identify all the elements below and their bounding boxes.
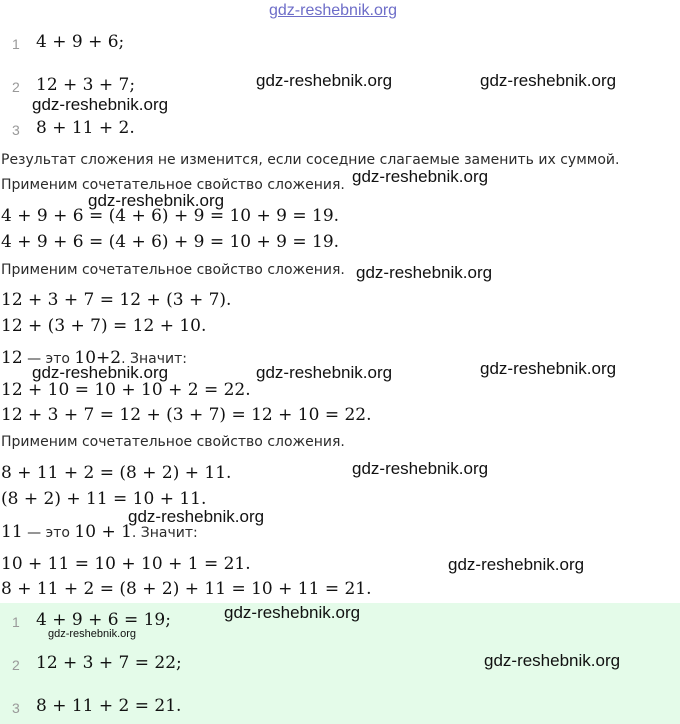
task-item-1-expression: 4 + 9 + 6; (36, 32, 125, 52)
watermark: gdz-reshebnik.org (88, 191, 225, 210)
note-2-conclusion: . Значит: (121, 351, 187, 367)
equation-1b: 4 + 9 + 6 = (4 + 6) + 9 = 10 + 9 = 19. (1, 232, 340, 252)
task-item-3-expression: 8 + 11 + 2. (36, 118, 135, 138)
equation-3b: (8 + 2) + 11 = 10 + 11. (1, 489, 207, 509)
watermark: gdz-reshebnik.org (32, 95, 169, 114)
task-item-2-expression: 12 + 3 + 7; (36, 75, 136, 95)
note-2-sum: 10+2 (74, 348, 122, 368)
note-3-number: 11 (1, 522, 23, 542)
watermark: gdz-reshebnik.org (256, 71, 393, 90)
watermark: gdz-reshebnik.org (480, 359, 617, 378)
answer-item-3-expression: 8 + 11 + 2 = 21. (36, 696, 182, 716)
equation-3a: 8 + 11 + 2 = (8 + 2) + 11. (1, 463, 232, 483)
watermark: gdz-reshebnik.org (32, 363, 169, 382)
answer-item-2-expression: 12 + 3 + 7 = 22; (36, 653, 182, 673)
task-item-1-number: 1 (12, 36, 20, 52)
watermark: gdz-reshebnik.org (224, 603, 361, 622)
equation-1a: 4 + 9 + 6 = (4 + 6) + 9 = 10 + 9 = 19. (1, 206, 340, 226)
watermark: gdz-reshebnik.org (352, 167, 489, 186)
watermark: gdz-reshebnik.org (448, 555, 585, 574)
watermark: gdz-reshebnik.org (256, 363, 393, 382)
equation-3d: 8 + 11 + 2 = (8 + 2) + 11 = 10 + 11 = 21. (1, 579, 372, 599)
answer-item-1-expression: 4 + 9 + 6 = 19; (36, 610, 171, 630)
rule-text-3: Применим сочетательное свойство сложения. (1, 434, 345, 450)
equation-3c: 10 + 11 = 10 + 10 + 1 = 21. (1, 554, 251, 574)
watermark: gdz-reshebnik.org (480, 71, 617, 90)
watermark-small: gdz-reshebnik.org (48, 628, 137, 640)
solution-intro: Результат сложения не изменится, если соседние слагаемые заменить их суммой. (1, 152, 620, 168)
task-item-2-number: 2 (12, 79, 20, 95)
task-item-3-number: 3 (12, 122, 20, 138)
watermark: gdz-reshebnik.org (484, 651, 621, 670)
equation-2d: 12 + 3 + 7 = 12 + (3 + 7) = 12 + 10 = 22. (1, 405, 372, 425)
equation-2b: 12 + (3 + 7) = 12 + 10. (1, 316, 207, 336)
note-3-sum: 10 + 1 (74, 522, 132, 542)
rule-text-2: Применим сочетательное свойство сложения. (1, 262, 345, 278)
watermark: gdz-reshebnik.org (352, 459, 489, 478)
note-2-connector: — это (22, 351, 75, 367)
equation-2a: 12 + 3 + 7 = 12 + (3 + 7). (1, 290, 232, 310)
answer-item-3-number: 3 (12, 700, 20, 716)
watermark-top: gdz-reshebnik.org (269, 2, 398, 19)
watermark: gdz-reshebnik.org (356, 263, 493, 282)
answer-item-2-number: 2 (12, 657, 20, 673)
note-3-connector: — это (22, 525, 75, 541)
note-2-number: 12 (1, 348, 23, 368)
note-3-conclusion: . Значит: (131, 525, 198, 541)
answer-item-1-number: 1 (12, 614, 20, 630)
equation-2c: 12 + 10 = 10 + 10 + 2 = 22. (1, 380, 251, 400)
watermark: gdz-reshebnik.org (128, 507, 265, 526)
rule-text-1: Применим сочетательное свойство сложения. (1, 177, 345, 193)
